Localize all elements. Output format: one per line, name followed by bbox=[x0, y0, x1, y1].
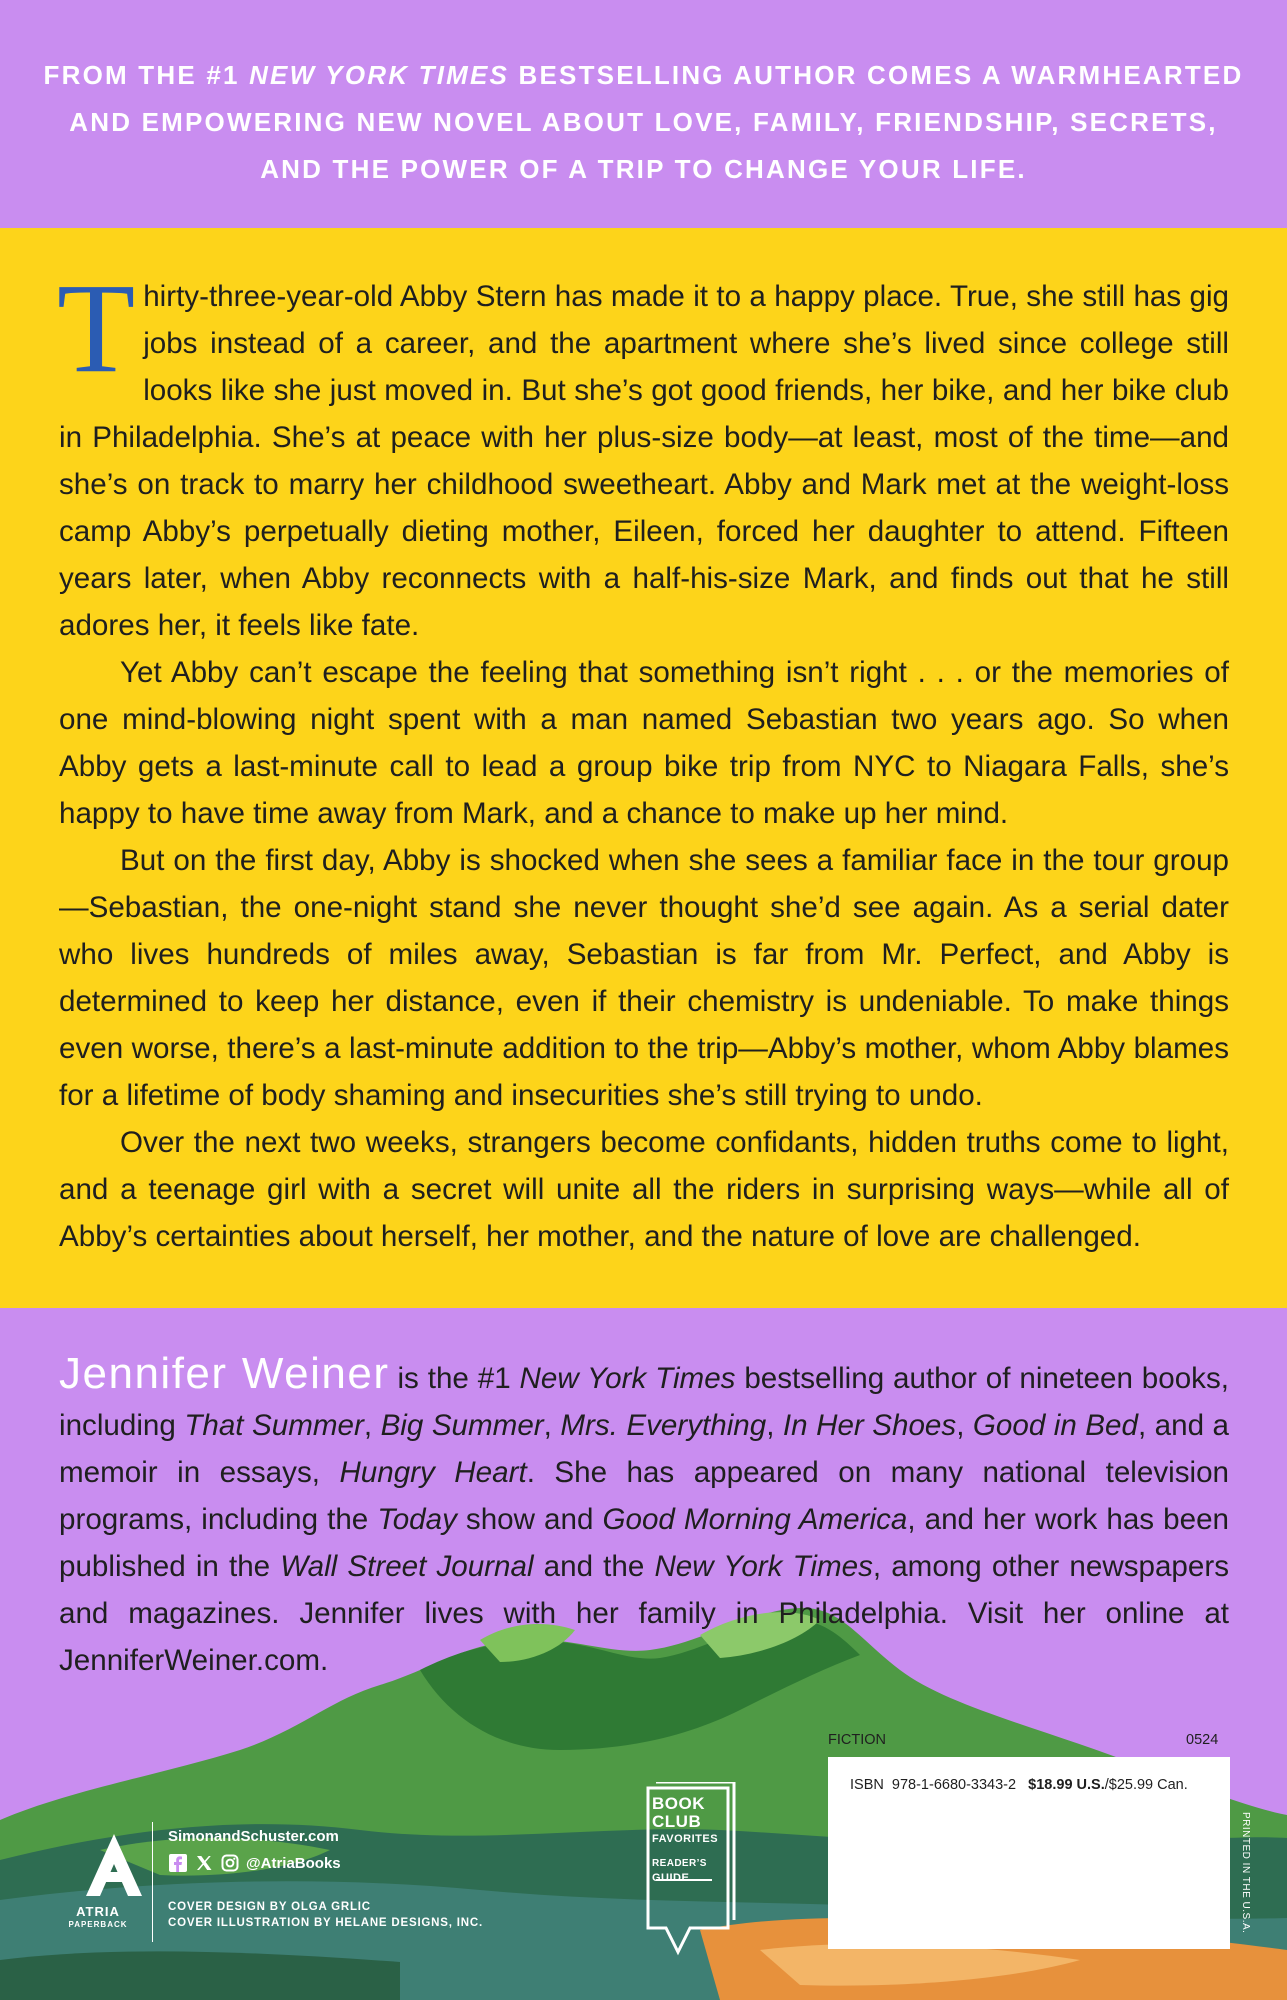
author-bio-paragraph bbox=[59, 1350, 1229, 1684]
synopsis-paragraph-2: Yet Abby can’t escape the feeling that something isn’t right . . . or the memories of one mind-blowing night spent with a man named Sebastian two years ago. So when Abby gets a last-minute call to lead a group bike trip from NYC to Niagara Falls, she’s happy to have time away from Mark, and a chance to make up her mind. bbox=[59, 656, 1229, 830]
bio-text: , bbox=[766, 1409, 783, 1442]
book-title: Big Summer bbox=[380, 1409, 544, 1442]
publication-title: Wall Street Journal bbox=[280, 1550, 534, 1583]
drop-cap: T bbox=[57, 257, 136, 399]
book-club-line-1: BOOK bbox=[652, 1794, 705, 1813]
instagram-icon bbox=[220, 1853, 240, 1873]
book-title: Hungry Heart bbox=[339, 1456, 527, 1489]
bio-text: , among other newspapers and magazines. Jennifer lives with her family in Philadelphia. Visit her online at JenniferWeiner.com. bbox=[59, 1550, 1229, 1677]
tagline bbox=[40, 52, 1247, 193]
social-handle: @AtriaBooks bbox=[246, 1854, 341, 1872]
bio-text: show and bbox=[456, 1503, 603, 1536]
social-links bbox=[168, 1853, 341, 1873]
facebook-icon bbox=[168, 1853, 188, 1873]
bio-text: is the #1 bbox=[397, 1362, 520, 1395]
book-club-line-2: CLUB bbox=[652, 1812, 702, 1831]
synopsis-paragraph-3: But on the first day, Abby is shocked when she sees a familiar face in the tour group—Sebastian, the one-night stand she never thought she’d see again. As a serial dater who lives hundreds of miles away, Sebastian is far from Mr. Perfect, and Abby is determined to keep her distance, even if their chemistry is undeniable. To make things even worse, there’s a last-minute addition to the trip—Abby’s mother, whom Abby blames for a lifetime of body shaming and insecurities she’s still trying to undo. bbox=[59, 844, 1229, 1112]
book-title: Good in Bed bbox=[972, 1409, 1138, 1442]
bio-text: , bbox=[956, 1409, 973, 1442]
synopsis-text-1: hirty-three-year-old Abby Stern has made it to a happy place. True, she still has gig jobs instead of a career, and the apartment where she’s lived since college still looks like she just moved in. But she’s got good friends, her bike, and her bike club in Philadelphia. She’s at peace with her plus-size body—at least, most of the time—and she’s on track to marry her childhood sweetheart. Abby and Mark met at the weight-loss camp Abby’s perpetually dieting mother, Eileen, forced her daughter to attend. Fifteen years later, when Abby reconnects with a half-his-size Mark, and finds out that he still adores her, it feels like fate. bbox=[59, 280, 1229, 642]
bio-text: , bbox=[543, 1409, 561, 1442]
publisher-imprint: PAPERBACK bbox=[68, 1920, 128, 1929]
printed-in-label: PRINTED IN THE U.S.A. bbox=[1240, 1812, 1251, 1934]
tagline-text: FROM THE #1 bbox=[43, 60, 250, 90]
book-title: That Summer bbox=[184, 1409, 364, 1442]
bio-text: and the bbox=[533, 1550, 655, 1583]
publisher-divider bbox=[152, 1822, 153, 1942]
x-icon bbox=[194, 1853, 214, 1873]
cover-illustration-credit: COVER ILLUSTRATION BY HELANE DESIGNS, INC. bbox=[168, 1917, 483, 1929]
tagline-text-2: BESTSELLING AUTHOR COMES A WARMHEARTED AND EMPOWERING NEW NOVEL ABOUT LOVE, FAMILY, FRIENDSHIP, SECRETS, AND THE POWER OF A TRIP TO CHANGE YOUR LIFE. bbox=[69, 60, 1244, 184]
book-title: Mrs. Everything bbox=[560, 1409, 767, 1442]
price-us: $18.99 U.S. bbox=[1028, 1777, 1105, 1793]
show-title: Today bbox=[377, 1503, 457, 1536]
isbn-label: ISBN bbox=[850, 1777, 884, 1793]
author-bio bbox=[59, 1350, 1229, 1684]
bio-text: bestselling author of nineteen books, including bbox=[59, 1362, 1229, 1442]
bio-text: , and her work has been published in the bbox=[59, 1503, 1229, 1583]
bio-italic: New York Times bbox=[519, 1362, 736, 1395]
book-club-line-5: GUIDE bbox=[652, 1872, 690, 1884]
tagline-italic-text: NEW YORK TIMES bbox=[249, 60, 510, 90]
publisher-website: SimonandSchuster.com bbox=[168, 1828, 339, 1845]
publisher-name: ATRIA bbox=[76, 1904, 120, 1919]
synopsis-paragraph-1 bbox=[57, 257, 1229, 649]
category-label: FICTION bbox=[828, 1732, 886, 1748]
bio-text: , and a memoir in essays, bbox=[59, 1409, 1229, 1489]
synopsis-paragraph-4: Over the next two weeks, strangers become confidants, hidden truths come to light, and a teenage girl with a secret will unite all the riders in surprising ways—while all of Abby’s certainties about herself, her mother, and the nature of love are challenged. bbox=[59, 1126, 1229, 1253]
cover-design-credit: COVER DESIGN BY OLGA GRLIC bbox=[168, 1901, 371, 1913]
publication-title: New York Times bbox=[654, 1550, 873, 1583]
author-name: Jennifer Weiner bbox=[59, 1349, 390, 1398]
show-title: Good Morning America bbox=[602, 1503, 908, 1536]
price-code: 0524 bbox=[1186, 1732, 1219, 1748]
bio-text: . She has appeared on many national television programs, including the bbox=[59, 1456, 1229, 1536]
synopsis bbox=[57, 257, 1229, 1260]
isbn-price-line bbox=[850, 1777, 1188, 1793]
price-can: /$25.99 Can. bbox=[1104, 1777, 1188, 1793]
book-title: In Her Shoes bbox=[782, 1409, 957, 1442]
book-club-line-4: READER’S bbox=[652, 1858, 707, 1869]
bio-text: , bbox=[363, 1409, 381, 1442]
book-club-text bbox=[652, 1795, 726, 1885]
book-club-line-3: FAVORITES bbox=[652, 1833, 719, 1845]
isbn-number: 978-1-6680-3343-2 bbox=[891, 1777, 1017, 1793]
cover-credits bbox=[168, 1899, 483, 1931]
